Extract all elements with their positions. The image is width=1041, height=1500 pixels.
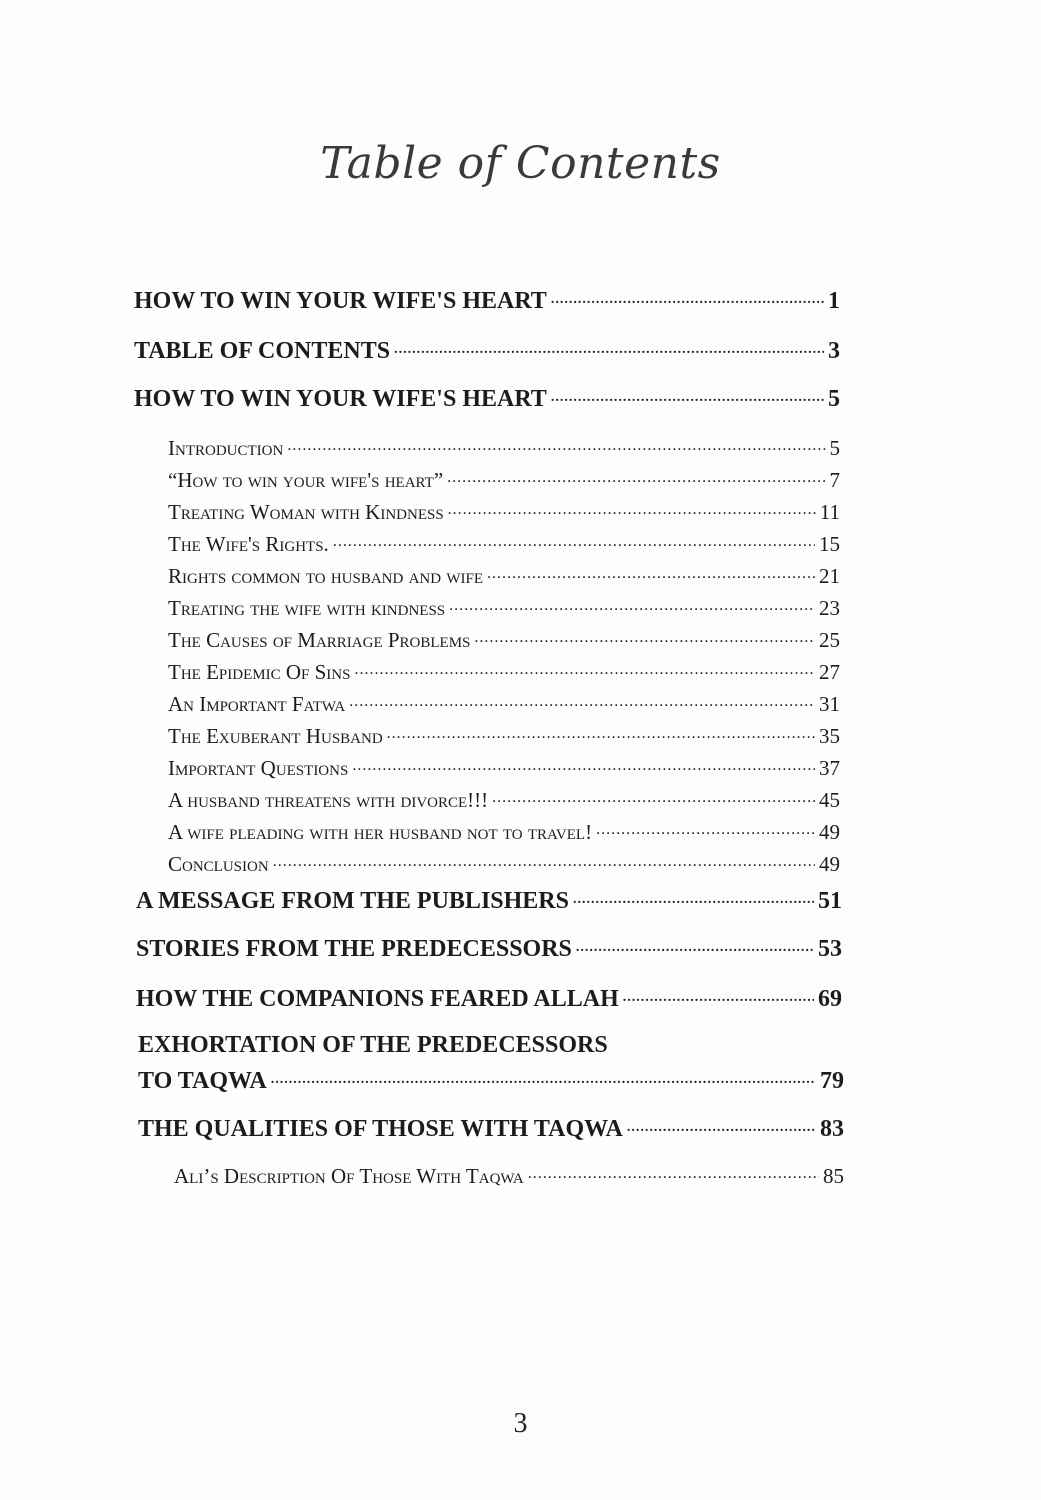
toc-subentry[interactable] xyxy=(168,466,840,493)
toc-entry-page: 45 xyxy=(819,788,840,812)
dot-leader xyxy=(573,884,814,908)
toc-entry-label: “How to win your wife's heart” xyxy=(168,468,444,492)
dot-leader xyxy=(287,434,825,455)
toc-entry-label: Rights common to husband and wife xyxy=(168,564,483,588)
toc-entry-page: 5 xyxy=(828,386,840,412)
toc-subentry[interactable] xyxy=(168,626,840,653)
toc-entry-label: Important Questions xyxy=(168,756,349,780)
toc-entry-page: 49 xyxy=(819,820,840,844)
toc-entry-page: 85 xyxy=(823,1164,844,1188)
dot-leader xyxy=(448,498,816,519)
toc-entry[interactable] xyxy=(138,1112,844,1143)
toc-entry-label: The Wife's Rights. xyxy=(168,532,329,556)
toc-entry-page: 23 xyxy=(819,596,840,620)
dot-leader xyxy=(387,722,815,743)
toc-entry[interactable] xyxy=(136,982,842,1013)
toc-entry-page: 25 xyxy=(819,628,840,652)
toc-entry-label: A MESSAGE FROM THE PUBLISHERS xyxy=(136,888,569,914)
dot-leader xyxy=(352,754,815,775)
toc-entry[interactable] xyxy=(136,884,842,915)
toc-entry-label: TABLE OF CONTENTS xyxy=(134,338,391,364)
dot-leader xyxy=(623,982,814,1006)
toc-subentry[interactable] xyxy=(168,786,840,813)
dot-leader xyxy=(492,786,815,807)
dot-leader xyxy=(354,658,815,679)
dot-leader xyxy=(333,530,815,551)
toc-entry[interactable] xyxy=(134,284,840,315)
toc-entry[interactable] xyxy=(134,382,840,413)
toc-entry-label: Treating the wife with kindness xyxy=(168,596,446,620)
toc-entry-page: 1 xyxy=(828,288,840,314)
dot-leader xyxy=(474,626,815,647)
toc-entry-page: 27 xyxy=(819,660,840,684)
dot-leader xyxy=(447,466,825,487)
dot-leader xyxy=(596,818,815,839)
dot-leader xyxy=(449,594,815,615)
toc-subentry[interactable] xyxy=(168,818,840,845)
dot-leader xyxy=(273,850,815,871)
toc-subentry[interactable] xyxy=(168,434,840,461)
toc-entry-label: An Important Fatwa xyxy=(168,692,346,716)
toc-entry-label: HOW THE COMPANIONS FEARED ALLAH xyxy=(136,986,619,1012)
toc-entry-label: TO TAQWA xyxy=(138,1068,267,1094)
dot-leader xyxy=(394,334,824,358)
toc-entry-page: 69 xyxy=(818,986,842,1012)
toc-entry-page: 35 xyxy=(819,724,840,748)
toc-entry-page: 3 xyxy=(828,338,840,364)
toc-entry-label: Introduction xyxy=(168,436,284,460)
toc-entry-label: Ali’s Description Of Those With Taqwa xyxy=(174,1164,524,1188)
toc-entry-label: STORIES FROM THE PREDECESSORS xyxy=(136,936,572,962)
toc-entry-page: 83 xyxy=(820,1116,844,1142)
toc-entry-page: 15 xyxy=(819,532,840,556)
toc-entry-label: The Causes of Marriage Problems xyxy=(168,628,471,652)
dot-leader xyxy=(576,932,814,956)
toc-entry-page: 79 xyxy=(820,1068,844,1094)
toc-entry-label-line1: EXHORTATION OF THE PREDECESSORS xyxy=(138,1032,608,1058)
toc-subentry[interactable] xyxy=(174,1162,844,1189)
toc-subentry[interactable] xyxy=(168,498,840,525)
toc-entry-label: Treating Woman with Kindness xyxy=(168,500,444,524)
toc-subentry[interactable] xyxy=(168,562,840,589)
toc-entry-page: 5 xyxy=(829,436,840,460)
toc-entry-label: THE QUALITIES OF THOSE WITH TAQWA xyxy=(138,1116,623,1142)
toc-entry[interactable] xyxy=(134,334,840,365)
dot-leader xyxy=(551,382,824,406)
toc-entry-label: HOW TO WIN YOUR WIFE'S HEART xyxy=(134,386,547,412)
toc-subentry[interactable] xyxy=(168,850,840,877)
toc-entry-page: 37 xyxy=(819,756,840,780)
toc-entry-label: A wife pleading with her husband not to travel! xyxy=(168,820,593,844)
toc-entry-label: Conclusion xyxy=(168,852,269,876)
toc-entry-label: The Exuberant Husband xyxy=(168,724,383,748)
toc-entry-page: 21 xyxy=(819,564,840,588)
dot-leader xyxy=(627,1112,816,1136)
toc-subentry[interactable] xyxy=(168,658,840,685)
toc-subentry[interactable] xyxy=(168,690,840,717)
toc-subentry[interactable] xyxy=(168,594,840,621)
page-number: 3 xyxy=(513,1408,528,1439)
toc-entry[interactable] xyxy=(136,932,842,963)
toc-subentry[interactable] xyxy=(168,754,840,781)
toc-entry-page: 11 xyxy=(819,500,840,524)
toc-entry-page: 51 xyxy=(818,888,842,914)
toc-entry-label: The Epidemic Of Sins xyxy=(168,660,351,684)
toc-entry-label: HOW TO WIN YOUR WIFE'S HEART xyxy=(134,288,547,314)
toc-entry-page: 49 xyxy=(819,852,840,876)
dot-leader xyxy=(487,562,815,583)
toc-entry-page: 31 xyxy=(819,692,840,716)
dot-leader xyxy=(551,284,824,308)
toc-entry-page: 53 xyxy=(818,936,842,962)
toc-subentry[interactable] xyxy=(168,722,840,749)
toc-entry[interactable] xyxy=(138,1064,844,1095)
toc-entry-label: A husband threatens with divorce!!! xyxy=(168,788,489,812)
toc-entry-page: 7 xyxy=(829,468,840,492)
toc-subentry[interactable] xyxy=(168,530,840,557)
dot-leader xyxy=(271,1064,816,1088)
dot-leader xyxy=(528,1162,819,1183)
dot-leader xyxy=(349,690,815,711)
page-title: Table of Contents xyxy=(320,138,721,189)
